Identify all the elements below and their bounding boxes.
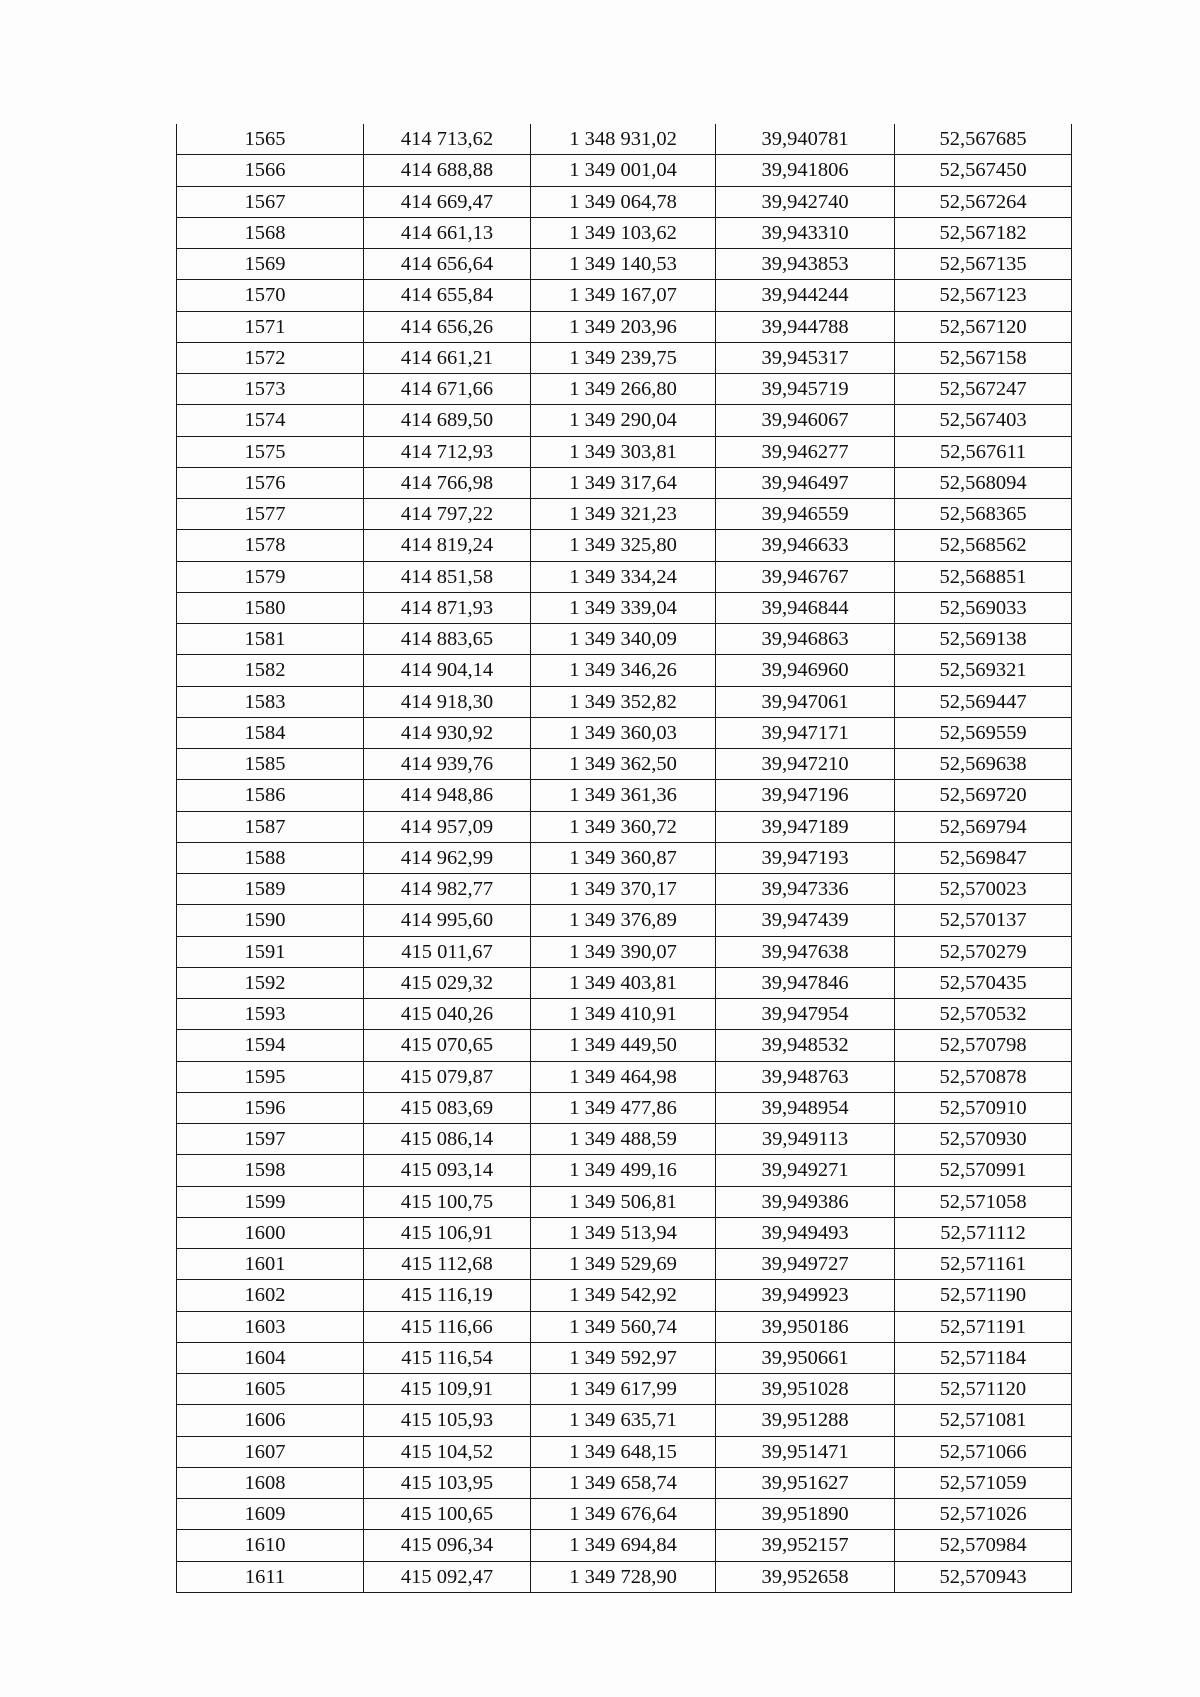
latitude-cell: 39,949727: [716, 1249, 895, 1280]
y-coordinate-cell: 1 349 676,64: [531, 1499, 716, 1530]
latitude-cell: 39,951028: [716, 1374, 895, 1405]
latitude-cell: 39,943310: [716, 217, 895, 248]
y-coordinate-cell: 1 349 140,53: [531, 249, 716, 280]
table-row: [177, 124, 1072, 155]
point-number-cell: 1605: [177, 1374, 364, 1405]
point-number-cell: 1590: [177, 905, 364, 936]
table-row: [177, 436, 1072, 467]
latitude-cell: 39,940781: [716, 124, 895, 155]
y-coordinate-cell: 1 349 361,36: [531, 780, 716, 811]
longitude-cell: 52,571191: [895, 1311, 1072, 1342]
table-row: [177, 905, 1072, 936]
y-coordinate-cell: 1 349 728,90: [531, 1561, 716, 1592]
longitude-cell: 52,571161: [895, 1249, 1072, 1280]
longitude-cell: 52,570910: [895, 1092, 1072, 1123]
y-coordinate-cell: 1 349 635,71: [531, 1405, 716, 1436]
longitude-cell: 52,567450: [895, 155, 1072, 186]
longitude-cell: 52,571059: [895, 1467, 1072, 1498]
point-number-cell: 1604: [177, 1342, 364, 1373]
y-coordinate-cell: 1 349 064,78: [531, 186, 716, 217]
x-coordinate-cell: 414 930,92: [364, 717, 531, 748]
point-number-cell: 1598: [177, 1155, 364, 1186]
longitude-cell: 52,569847: [895, 842, 1072, 873]
table-row: [177, 561, 1072, 592]
point-number-cell: 1572: [177, 342, 364, 373]
latitude-cell: 39,950661: [716, 1342, 895, 1373]
table-row: [177, 1249, 1072, 1280]
point-number-cell: 1596: [177, 1092, 364, 1123]
latitude-cell: 39,944788: [716, 311, 895, 342]
x-coordinate-cell: 414 939,76: [364, 749, 531, 780]
y-coordinate-cell: 1 349 360,72: [531, 811, 716, 842]
longitude-cell: 52,570878: [895, 1061, 1072, 1092]
latitude-cell: 39,946863: [716, 624, 895, 655]
table-row: [177, 999, 1072, 1030]
table-row: [177, 374, 1072, 405]
longitude-cell: 52,570991: [895, 1155, 1072, 1186]
longitude-cell: 52,571190: [895, 1280, 1072, 1311]
latitude-cell: 39,946497: [716, 467, 895, 498]
x-coordinate-cell: 414 655,84: [364, 280, 531, 311]
x-coordinate-cell: 414 851,58: [364, 561, 531, 592]
x-coordinate-cell: 414 688,88: [364, 155, 531, 186]
point-number-cell: 1588: [177, 842, 364, 873]
longitude-cell: 52,567247: [895, 374, 1072, 405]
x-coordinate-cell: 414 797,22: [364, 499, 531, 530]
latitude-cell: 39,946559: [716, 499, 895, 530]
table-row: [177, 342, 1072, 373]
y-coordinate-cell: 1 349 339,04: [531, 592, 716, 623]
point-number-cell: 1593: [177, 999, 364, 1030]
y-coordinate-cell: 1 349 303,81: [531, 436, 716, 467]
longitude-cell: 52,571120: [895, 1374, 1072, 1405]
latitude-cell: 39,949923: [716, 1280, 895, 1311]
latitude-cell: 39,948532: [716, 1030, 895, 1061]
longitude-cell: 52,567158: [895, 342, 1072, 373]
longitude-cell: 52,567403: [895, 405, 1072, 436]
latitude-cell: 39,947439: [716, 905, 895, 936]
x-coordinate-cell: 414 904,14: [364, 655, 531, 686]
longitude-cell: 52,571112: [895, 1217, 1072, 1248]
table-row: [177, 1092, 1072, 1123]
y-coordinate-cell: 1 349 239,75: [531, 342, 716, 373]
longitude-cell: 52,569720: [895, 780, 1072, 811]
table-row: [177, 1342, 1072, 1373]
point-number-cell: 1569: [177, 249, 364, 280]
table-row: [177, 874, 1072, 905]
point-number-cell: 1594: [177, 1030, 364, 1061]
point-number-cell: 1587: [177, 811, 364, 842]
longitude-cell: 52,567135: [895, 249, 1072, 280]
x-coordinate-cell: 415 100,75: [364, 1186, 531, 1217]
point-number-cell: 1584: [177, 717, 364, 748]
y-coordinate-cell: 1 349 449,50: [531, 1030, 716, 1061]
latitude-cell: 39,947193: [716, 842, 895, 873]
longitude-cell: 52,567120: [895, 311, 1072, 342]
table-row: [177, 1280, 1072, 1311]
y-coordinate-cell: 1 349 592,97: [531, 1342, 716, 1373]
point-number-cell: 1574: [177, 405, 364, 436]
coordinates-table: [176, 124, 1072, 1593]
y-coordinate-cell: 1 349 560,74: [531, 1311, 716, 1342]
latitude-cell: 39,949271: [716, 1155, 895, 1186]
longitude-cell: 52,569321: [895, 655, 1072, 686]
latitude-cell: 39,943853: [716, 249, 895, 280]
table-row: [177, 311, 1072, 342]
longitude-cell: 52,568365: [895, 499, 1072, 530]
x-coordinate-cell: 415 079,87: [364, 1061, 531, 1092]
point-number-cell: 1585: [177, 749, 364, 780]
y-coordinate-cell: 1 349 513,94: [531, 1217, 716, 1248]
table-row: [177, 1217, 1072, 1248]
table-row: [177, 811, 1072, 842]
latitude-cell: 39,948763: [716, 1061, 895, 1092]
longitude-cell: 52,570798: [895, 1030, 1072, 1061]
table-row: [177, 592, 1072, 623]
longitude-cell: 52,567123: [895, 280, 1072, 311]
latitude-cell: 39,947189: [716, 811, 895, 842]
longitude-cell: 52,570532: [895, 999, 1072, 1030]
y-coordinate-cell: 1 348 931,02: [531, 124, 716, 155]
point-number-cell: 1577: [177, 499, 364, 530]
longitude-cell: 52,567611: [895, 436, 1072, 467]
x-coordinate-cell: 415 100,65: [364, 1499, 531, 1530]
latitude-cell: 39,947171: [716, 717, 895, 748]
latitude-cell: 39,945317: [716, 342, 895, 373]
x-coordinate-cell: 414 957,09: [364, 811, 531, 842]
y-coordinate-cell: 1 349 694,84: [531, 1530, 716, 1561]
longitude-cell: 52,570435: [895, 967, 1072, 998]
latitude-cell: 39,946277: [716, 436, 895, 467]
x-coordinate-cell: 414 918,30: [364, 686, 531, 717]
x-coordinate-cell: 415 011,67: [364, 936, 531, 967]
y-coordinate-cell: 1 349 352,82: [531, 686, 716, 717]
point-number-cell: 1571: [177, 311, 364, 342]
longitude-cell: 52,569559: [895, 717, 1072, 748]
table-row: [177, 249, 1072, 280]
table-row: [177, 467, 1072, 498]
point-number-cell: 1568: [177, 217, 364, 248]
y-coordinate-cell: 1 349 103,62: [531, 217, 716, 248]
latitude-cell: 39,949386: [716, 1186, 895, 1217]
x-coordinate-cell: 415 103,95: [364, 1467, 531, 1498]
table-row: [177, 1374, 1072, 1405]
x-coordinate-cell: 414 656,26: [364, 311, 531, 342]
table-row: [177, 1436, 1072, 1467]
point-number-cell: 1607: [177, 1436, 364, 1467]
point-number-cell: 1609: [177, 1499, 364, 1530]
point-number-cell: 1591: [177, 936, 364, 967]
y-coordinate-cell: 1 349 346,26: [531, 655, 716, 686]
table-row: [177, 655, 1072, 686]
y-coordinate-cell: 1 349 325,80: [531, 530, 716, 561]
table-row: [177, 1186, 1072, 1217]
point-number-cell: 1565: [177, 124, 364, 155]
point-number-cell: 1599: [177, 1186, 364, 1217]
table-row: [177, 686, 1072, 717]
x-coordinate-cell: 414 661,21: [364, 342, 531, 373]
point-number-cell: 1567: [177, 186, 364, 217]
point-number-cell: 1578: [177, 530, 364, 561]
y-coordinate-cell: 1 349 488,59: [531, 1124, 716, 1155]
coordinates-table-body: [177, 124, 1072, 1592]
table-row: [177, 1405, 1072, 1436]
point-number-cell: 1583: [177, 686, 364, 717]
table-row: [177, 1124, 1072, 1155]
x-coordinate-cell: 415 092,47: [364, 1561, 531, 1592]
table-row: [177, 842, 1072, 873]
x-coordinate-cell: 415 093,14: [364, 1155, 531, 1186]
x-coordinate-cell: 414 766,98: [364, 467, 531, 498]
y-coordinate-cell: 1 349 317,64: [531, 467, 716, 498]
latitude-cell: 39,947210: [716, 749, 895, 780]
latitude-cell: 39,947196: [716, 780, 895, 811]
y-coordinate-cell: 1 349 290,04: [531, 405, 716, 436]
point-number-cell: 1595: [177, 1061, 364, 1092]
table-row: [177, 1311, 1072, 1342]
latitude-cell: 39,946844: [716, 592, 895, 623]
latitude-cell: 39,945719: [716, 374, 895, 405]
x-coordinate-cell: 415 070,65: [364, 1030, 531, 1061]
longitude-cell: 52,570279: [895, 936, 1072, 967]
table-row: [177, 1561, 1072, 1592]
point-number-cell: 1603: [177, 1311, 364, 1342]
x-coordinate-cell: 414 883,65: [364, 624, 531, 655]
y-coordinate-cell: 1 349 403,81: [531, 967, 716, 998]
y-coordinate-cell: 1 349 542,92: [531, 1280, 716, 1311]
longitude-cell: 52,567182: [895, 217, 1072, 248]
longitude-cell: 52,570023: [895, 874, 1072, 905]
latitude-cell: 39,942740: [716, 186, 895, 217]
point-number-cell: 1580: [177, 592, 364, 623]
longitude-cell: 52,568851: [895, 561, 1072, 592]
table-row: [177, 1530, 1072, 1561]
table-row: [177, 717, 1072, 748]
y-coordinate-cell: 1 349 362,50: [531, 749, 716, 780]
latitude-cell: 39,951890: [716, 1499, 895, 1530]
table-row: [177, 530, 1072, 561]
table-row: [177, 280, 1072, 311]
y-coordinate-cell: 1 349 340,09: [531, 624, 716, 655]
longitude-cell: 52,567264: [895, 186, 1072, 217]
table-row: [177, 780, 1072, 811]
x-coordinate-cell: 414 689,50: [364, 405, 531, 436]
x-coordinate-cell: 414 669,47: [364, 186, 531, 217]
y-coordinate-cell: 1 349 370,17: [531, 874, 716, 905]
y-coordinate-cell: 1 349 506,81: [531, 1186, 716, 1217]
table-row: [177, 1061, 1072, 1092]
longitude-cell: 52,569033: [895, 592, 1072, 623]
y-coordinate-cell: 1 349 464,98: [531, 1061, 716, 1092]
y-coordinate-cell: 1 349 167,07: [531, 280, 716, 311]
longitude-cell: 52,570984: [895, 1530, 1072, 1561]
y-coordinate-cell: 1 349 658,74: [531, 1467, 716, 1498]
x-coordinate-cell: 415 116,19: [364, 1280, 531, 1311]
table-row: [177, 405, 1072, 436]
x-coordinate-cell: 414 671,66: [364, 374, 531, 405]
point-number-cell: 1570: [177, 280, 364, 311]
latitude-cell: 39,952658: [716, 1561, 895, 1592]
latitude-cell: 39,946067: [716, 405, 895, 436]
x-coordinate-cell: 414 982,77: [364, 874, 531, 905]
latitude-cell: 39,947061: [716, 686, 895, 717]
x-coordinate-cell: 415 104,52: [364, 1436, 531, 1467]
longitude-cell: 52,571184: [895, 1342, 1072, 1373]
table-row: [177, 1155, 1072, 1186]
x-coordinate-cell: 415 083,69: [364, 1092, 531, 1123]
longitude-cell: 52,569447: [895, 686, 1072, 717]
latitude-cell: 39,951471: [716, 1436, 895, 1467]
point-number-cell: 1611: [177, 1561, 364, 1592]
table-row: [177, 499, 1072, 530]
x-coordinate-cell: 415 106,91: [364, 1217, 531, 1248]
latitude-cell: 39,947638: [716, 936, 895, 967]
longitude-cell: 52,569138: [895, 624, 1072, 655]
table-row: [177, 155, 1072, 186]
longitude-cell: 52,569638: [895, 749, 1072, 780]
y-coordinate-cell: 1 349 410,91: [531, 999, 716, 1030]
y-coordinate-cell: 1 349 266,80: [531, 374, 716, 405]
x-coordinate-cell: 415 116,66: [364, 1311, 531, 1342]
longitude-cell: 52,571081: [895, 1405, 1072, 1436]
longitude-cell: 52,567685: [895, 124, 1072, 155]
point-number-cell: 1610: [177, 1530, 364, 1561]
y-coordinate-cell: 1 349 390,07: [531, 936, 716, 967]
x-coordinate-cell: 414 948,86: [364, 780, 531, 811]
x-coordinate-cell: 414 871,93: [364, 592, 531, 623]
point-number-cell: 1586: [177, 780, 364, 811]
point-number-cell: 1579: [177, 561, 364, 592]
point-number-cell: 1597: [177, 1124, 364, 1155]
y-coordinate-cell: 1 349 648,15: [531, 1436, 716, 1467]
x-coordinate-cell: 414 712,93: [364, 436, 531, 467]
y-coordinate-cell: 1 349 203,96: [531, 311, 716, 342]
table-row: [177, 186, 1072, 217]
longitude-cell: 52,569794: [895, 811, 1072, 842]
x-coordinate-cell: 415 112,68: [364, 1249, 531, 1280]
latitude-cell: 39,948954: [716, 1092, 895, 1123]
latitude-cell: 39,951288: [716, 1405, 895, 1436]
point-number-cell: 1575: [177, 436, 364, 467]
point-number-cell: 1606: [177, 1405, 364, 1436]
y-coordinate-cell: 1 349 001,04: [531, 155, 716, 186]
longitude-cell: 52,570137: [895, 905, 1072, 936]
point-number-cell: 1566: [177, 155, 364, 186]
x-coordinate-cell: 415 029,32: [364, 967, 531, 998]
y-coordinate-cell: 1 349 529,69: [531, 1249, 716, 1280]
longitude-cell: 52,568094: [895, 467, 1072, 498]
y-coordinate-cell: 1 349 376,89: [531, 905, 716, 936]
latitude-cell: 39,947954: [716, 999, 895, 1030]
x-coordinate-cell: 414 962,99: [364, 842, 531, 873]
y-coordinate-cell: 1 349 477,86: [531, 1092, 716, 1123]
longitude-cell: 52,568562: [895, 530, 1072, 561]
x-coordinate-cell: 415 086,14: [364, 1124, 531, 1155]
y-coordinate-cell: 1 349 617,99: [531, 1374, 716, 1405]
latitude-cell: 39,952157: [716, 1530, 895, 1561]
x-coordinate-cell: 414 661,13: [364, 217, 531, 248]
x-coordinate-cell: 414 656,64: [364, 249, 531, 280]
latitude-cell: 39,946767: [716, 561, 895, 592]
longitude-cell: 52,570930: [895, 1124, 1072, 1155]
table-row: [177, 1467, 1072, 1498]
longitude-cell: 52,571058: [895, 1186, 1072, 1217]
x-coordinate-cell: 415 040,26: [364, 999, 531, 1030]
point-number-cell: 1601: [177, 1249, 364, 1280]
point-number-cell: 1582: [177, 655, 364, 686]
point-number-cell: 1600: [177, 1217, 364, 1248]
table-row: [177, 749, 1072, 780]
latitude-cell: 39,947336: [716, 874, 895, 905]
point-number-cell: 1608: [177, 1467, 364, 1498]
point-number-cell: 1589: [177, 874, 364, 905]
x-coordinate-cell: 414 995,60: [364, 905, 531, 936]
latitude-cell: 39,947846: [716, 967, 895, 998]
table-row: [177, 967, 1072, 998]
x-coordinate-cell: 415 096,34: [364, 1530, 531, 1561]
latitude-cell: 39,946960: [716, 655, 895, 686]
point-number-cell: 1602: [177, 1280, 364, 1311]
latitude-cell: 39,950186: [716, 1311, 895, 1342]
longitude-cell: 52,571026: [895, 1499, 1072, 1530]
y-coordinate-cell: 1 349 334,24: [531, 561, 716, 592]
latitude-cell: 39,944244: [716, 280, 895, 311]
x-coordinate-cell: 415 105,93: [364, 1405, 531, 1436]
y-coordinate-cell: 1 349 499,16: [531, 1155, 716, 1186]
x-coordinate-cell: 415 109,91: [364, 1374, 531, 1405]
latitude-cell: 39,951627: [716, 1467, 895, 1498]
latitude-cell: 39,941806: [716, 155, 895, 186]
y-coordinate-cell: 1 349 360,03: [531, 717, 716, 748]
table-row: [177, 1499, 1072, 1530]
table-row: [177, 936, 1072, 967]
point-number-cell: 1592: [177, 967, 364, 998]
longitude-cell: 52,571066: [895, 1436, 1072, 1467]
y-coordinate-cell: 1 349 360,87: [531, 842, 716, 873]
x-coordinate-cell: 414 819,24: [364, 530, 531, 561]
table-row: [177, 217, 1072, 248]
x-coordinate-cell: 414 713,62: [364, 124, 531, 155]
point-number-cell: 1573: [177, 374, 364, 405]
table-row: [177, 624, 1072, 655]
longitude-cell: 52,570943: [895, 1561, 1072, 1592]
x-coordinate-cell: 415 116,54: [364, 1342, 531, 1373]
y-coordinate-cell: 1 349 321,23: [531, 499, 716, 530]
point-number-cell: 1576: [177, 467, 364, 498]
latitude-cell: 39,949493: [716, 1217, 895, 1248]
latitude-cell: 39,946633: [716, 530, 895, 561]
latitude-cell: 39,949113: [716, 1124, 895, 1155]
table-row: [177, 1030, 1072, 1061]
point-number-cell: 1581: [177, 624, 364, 655]
